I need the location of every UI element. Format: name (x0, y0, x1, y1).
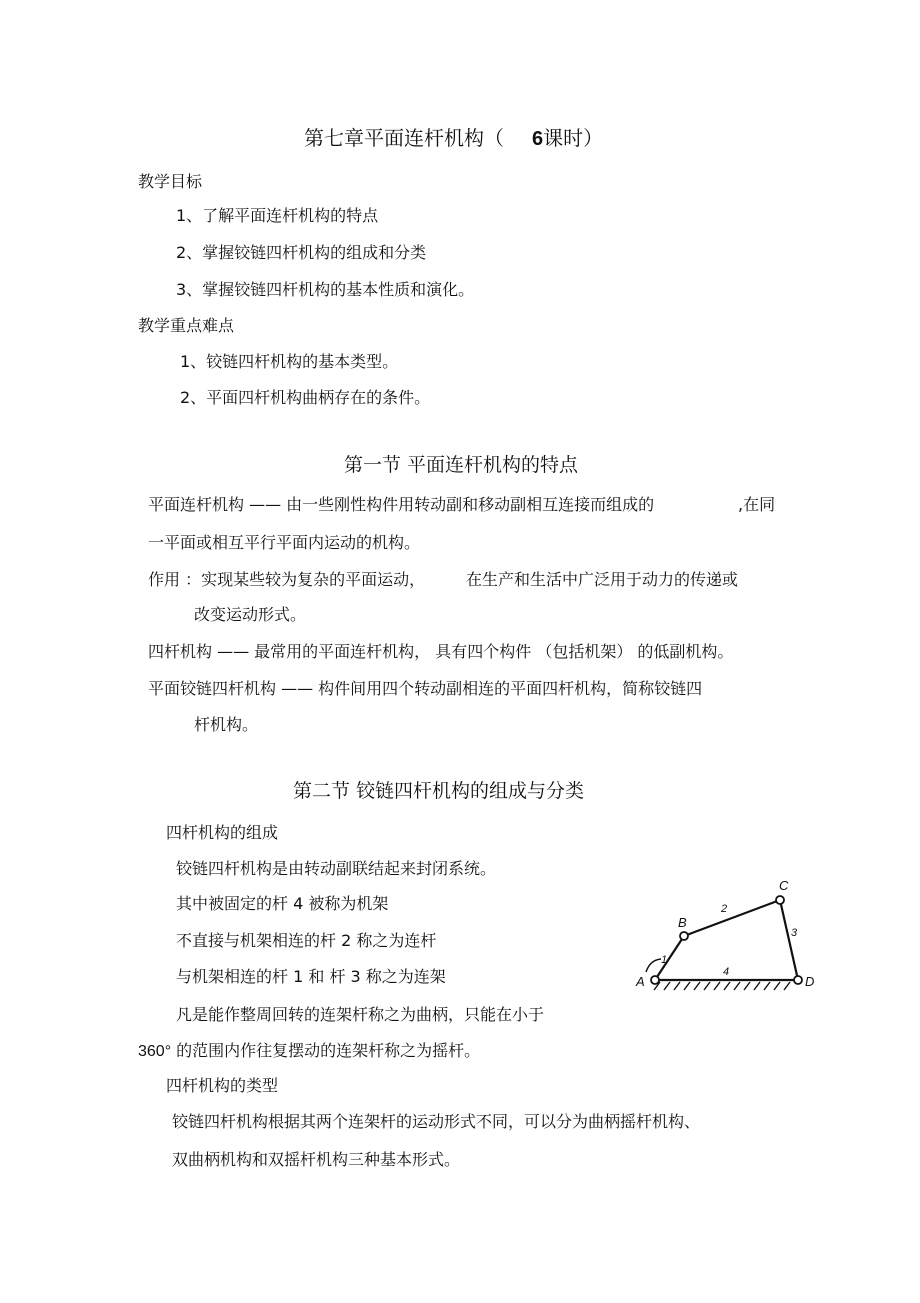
label-b: B (678, 915, 687, 930)
label-link-3: 3 (791, 927, 798, 939)
composition-line: 铰链四杆机构是由转动副联结起来封闭系统。 (176, 859, 497, 878)
definition-line: 一平面或相互平行平面内运动的机构。 (148, 533, 421, 552)
angle-text: 的范围内作往复摆动的连架杆称之为摇杆。 (171, 1041, 481, 1060)
hinged-definition: 平面铰链四杆机构 —— 构件间用四个转动副相连的平面四杆机构，简称铰链四 (148, 679, 703, 698)
chapter-title-prefix: 第七章平面连杆机构（ (304, 126, 504, 150)
objective-item: 1、了解平面连杆机构的特点 (176, 206, 379, 225)
joint-b (680, 932, 688, 940)
objective-item: 2、掌握铰链四杆机构的组成和分类 (176, 243, 427, 262)
angle-value: 360° (138, 1043, 172, 1060)
composition-line: 与机架相连的杆 1 和 杆 3 称之为连架 (176, 967, 446, 986)
rotation-arc-icon (646, 959, 661, 972)
composition-line: 其中被固定的杆 4 被称为机架 (176, 894, 389, 913)
joint-d (794, 976, 802, 984)
four-bar-linkage-diagram (628, 872, 828, 1002)
types-line: 双曲柄机构和双摇杆机构三种基本形式。 (172, 1150, 461, 1169)
crank-link (655, 936, 684, 980)
joint-a (651, 976, 659, 984)
key-point-item: 2、平面四杆机构曲柄存在的条件。 (180, 388, 431, 407)
types-line: 铰链四杆机构根据其两个连架杆的运动形式不同，可以分为曲柄摇杆机构、 (172, 1112, 701, 1131)
label-c: C (779, 878, 789, 893)
hinged-definition: 杆机构。 (194, 715, 259, 734)
definition-line-end: ,在同 (738, 495, 776, 514)
composition-line: 不直接与机架相连的杆 2 称之为连杆 (176, 931, 437, 950)
key-points-heading: 教学重点难点 (138, 316, 235, 335)
section2-title: 第二节 铰链四杆机构的组成与分类 (293, 780, 585, 802)
four-bar-definition: 四杆机构 —— 最常用的平面连杆机构， 具有四个构件 （包括机架） 的低副机构。 (148, 642, 734, 661)
ground-hatching (654, 982, 790, 990)
composition-heading: 四杆机构的组成 (166, 823, 279, 842)
rocker-link (780, 900, 798, 980)
label-a: A (636, 974, 645, 989)
section1-title: 第一节 平面连杆机构的特点 (344, 454, 579, 476)
label-link-4: 4 (723, 966, 730, 978)
angle-line (138, 1041, 480, 1062)
function-line: 改变运动形式。 (194, 605, 307, 624)
chapter-title (304, 126, 603, 151)
objective-item: 3、掌握铰链四杆机构的基本性质和演化。 (176, 280, 475, 299)
function-line: 作用 ：实现某些较为复杂的平面运动， (148, 570, 426, 589)
composition-line: 凡是能作整周回转的连架杆称之为曲柄，只能在小于 (176, 1005, 545, 1024)
chapter-title-hours: 6 (532, 128, 544, 150)
function-line: 在生产和生活中广泛用于动力的传递或 (466, 570, 739, 589)
types-heading: 四杆机构的类型 (166, 1076, 279, 1095)
coupler-link (684, 900, 780, 936)
key-point-item: 1、铰链四杆机构的基本类型。 (180, 352, 399, 371)
label-d: D (805, 974, 815, 989)
objectives-heading: 教学目标 (138, 172, 203, 191)
definition-line: 平面连杆机构 —— 由一些刚性构件用转动副和移动副相互连接而组成的 (148, 495, 655, 514)
label-link-2: 2 (721, 903, 728, 915)
chapter-title-suffix: 课时） (543, 126, 604, 150)
label-link-1: 1 (661, 954, 668, 966)
joint-c (776, 896, 784, 904)
